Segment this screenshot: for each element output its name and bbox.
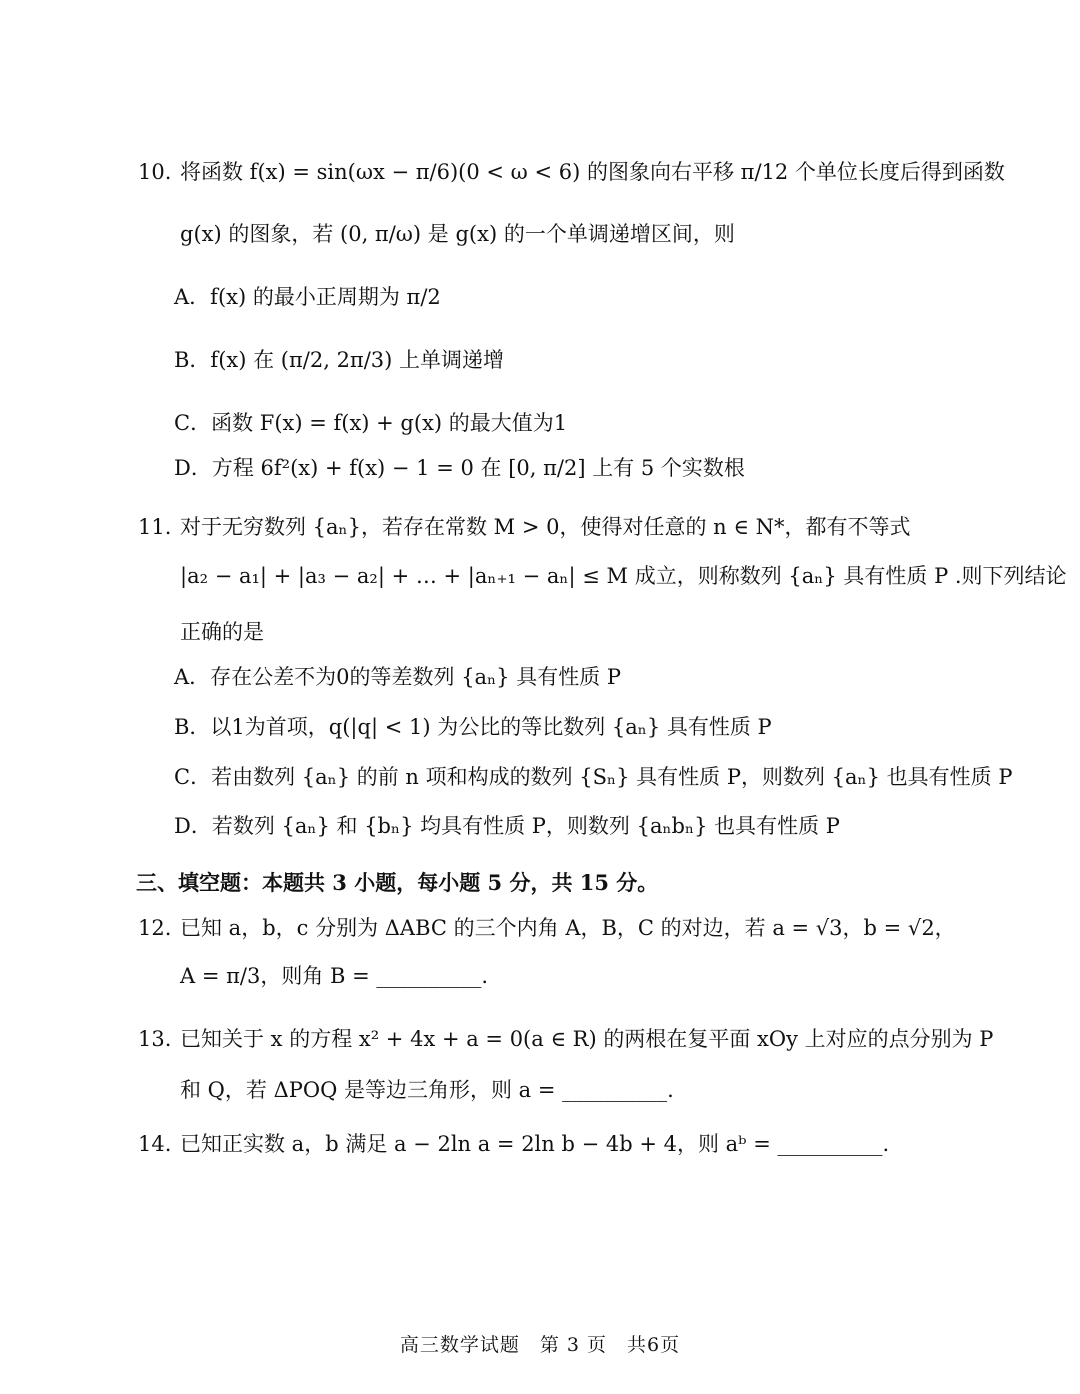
question-11-line-1	[138, 517, 910, 538]
section-heading: 三、填空题：本题共 3 小题，每小题 5 分，共 15 分。	[136, 870, 659, 895]
question-10-option-a: A．f(x) 的最小正周期为 π/2	[174, 285, 441, 309]
question-11-option-a: A．存在公差不为0的等差数列 {aₙ} 具有性质 P	[174, 665, 622, 689]
page-footer: 高三数学试题 第 3 页 共6页	[399, 1334, 681, 1356]
question-13-line-1	[138, 1029, 993, 1050]
question-12-line-2: A = π/3，则角 B = __________.	[180, 964, 489, 988]
question-11-option-b: B．以1为首项，q(|q| < 1) 为公比的等比数列 {aₙ} 具有性质 P	[174, 715, 772, 739]
question-number: 10.	[138, 160, 172, 184]
question-number: 12.	[138, 916, 172, 940]
question-stem: 已知关于 x 的方程 x² + 4x + a = 0(a ∈ R) 的两根在复平面 xOy 上对应的点分别为 P	[180, 1027, 994, 1051]
question-11-line-2: |a₂ − a₁| + |a₃ − a₂| + … + |aₙ₊₁ − aₙ| ≤ M 成立，则称数列 {aₙ} 具有性质 P .则下列结论	[180, 564, 1067, 588]
question-10-option-c: C．函数 F(x) = f(x) + g(x) 的最大值为1	[174, 411, 568, 435]
question-13-line-2: 和 Q，若 ΔPOQ 是等边三角形，则 a = __________.	[180, 1078, 674, 1102]
question-stem: 将函数 f(x) = sin(ωx − π/6)(0 < ω < 6) 的图象向右平移 π/12 个单位长度后得到函数	[180, 160, 1005, 184]
question-stem: 已知 a，b，c 分别为 ΔABC 的三个内角 A，B，C 的对边，若 a = √3，b = √2，	[180, 916, 956, 940]
question-number: 13.	[138, 1027, 172, 1051]
question-number: 11.	[138, 515, 172, 539]
question-11-line-3: 正确的是	[180, 620, 264, 644]
question-10-line-2: g(x) 的图象，若 (0, π/ω) 是 g(x) 的一个单调递增区间，则	[180, 222, 735, 246]
question-11-option-c: C．若由数列 {aₙ} 的前 n 项和构成的数列 {Sₙ} 具有性质 P，则数列 {aₙ} 也具有性质 P	[174, 765, 1013, 789]
question-number: 14.	[138, 1132, 172, 1156]
question-stem: 已知正实数 a，b 满足 a − 2ln a = 2ln b − 4b + 4，则 aᵇ = __________.	[180, 1132, 890, 1156]
question-stem: 对于无穷数列 {aₙ}，若存在常数 M > 0，使得对任意的 n ∈ N*，都有不等式	[180, 515, 911, 539]
question-10-option-d: D．方程 6f²(x) + f(x) − 1 = 0 在 [0, π/2] 上有 5 个实数根	[174, 456, 745, 480]
question-10-line-1	[138, 162, 1005, 183]
question-12-line-1	[138, 918, 956, 939]
question-11-option-d: D．若数列 {aₙ} 和 {bₙ} 均具有性质 P，则数列 {aₙbₙ} 也具有性质 P	[174, 814, 840, 838]
question-14-line-1	[138, 1134, 889, 1155]
question-10-option-b: B．f(x) 在 (π/2, 2π/3) 上单调递增	[174, 348, 505, 372]
